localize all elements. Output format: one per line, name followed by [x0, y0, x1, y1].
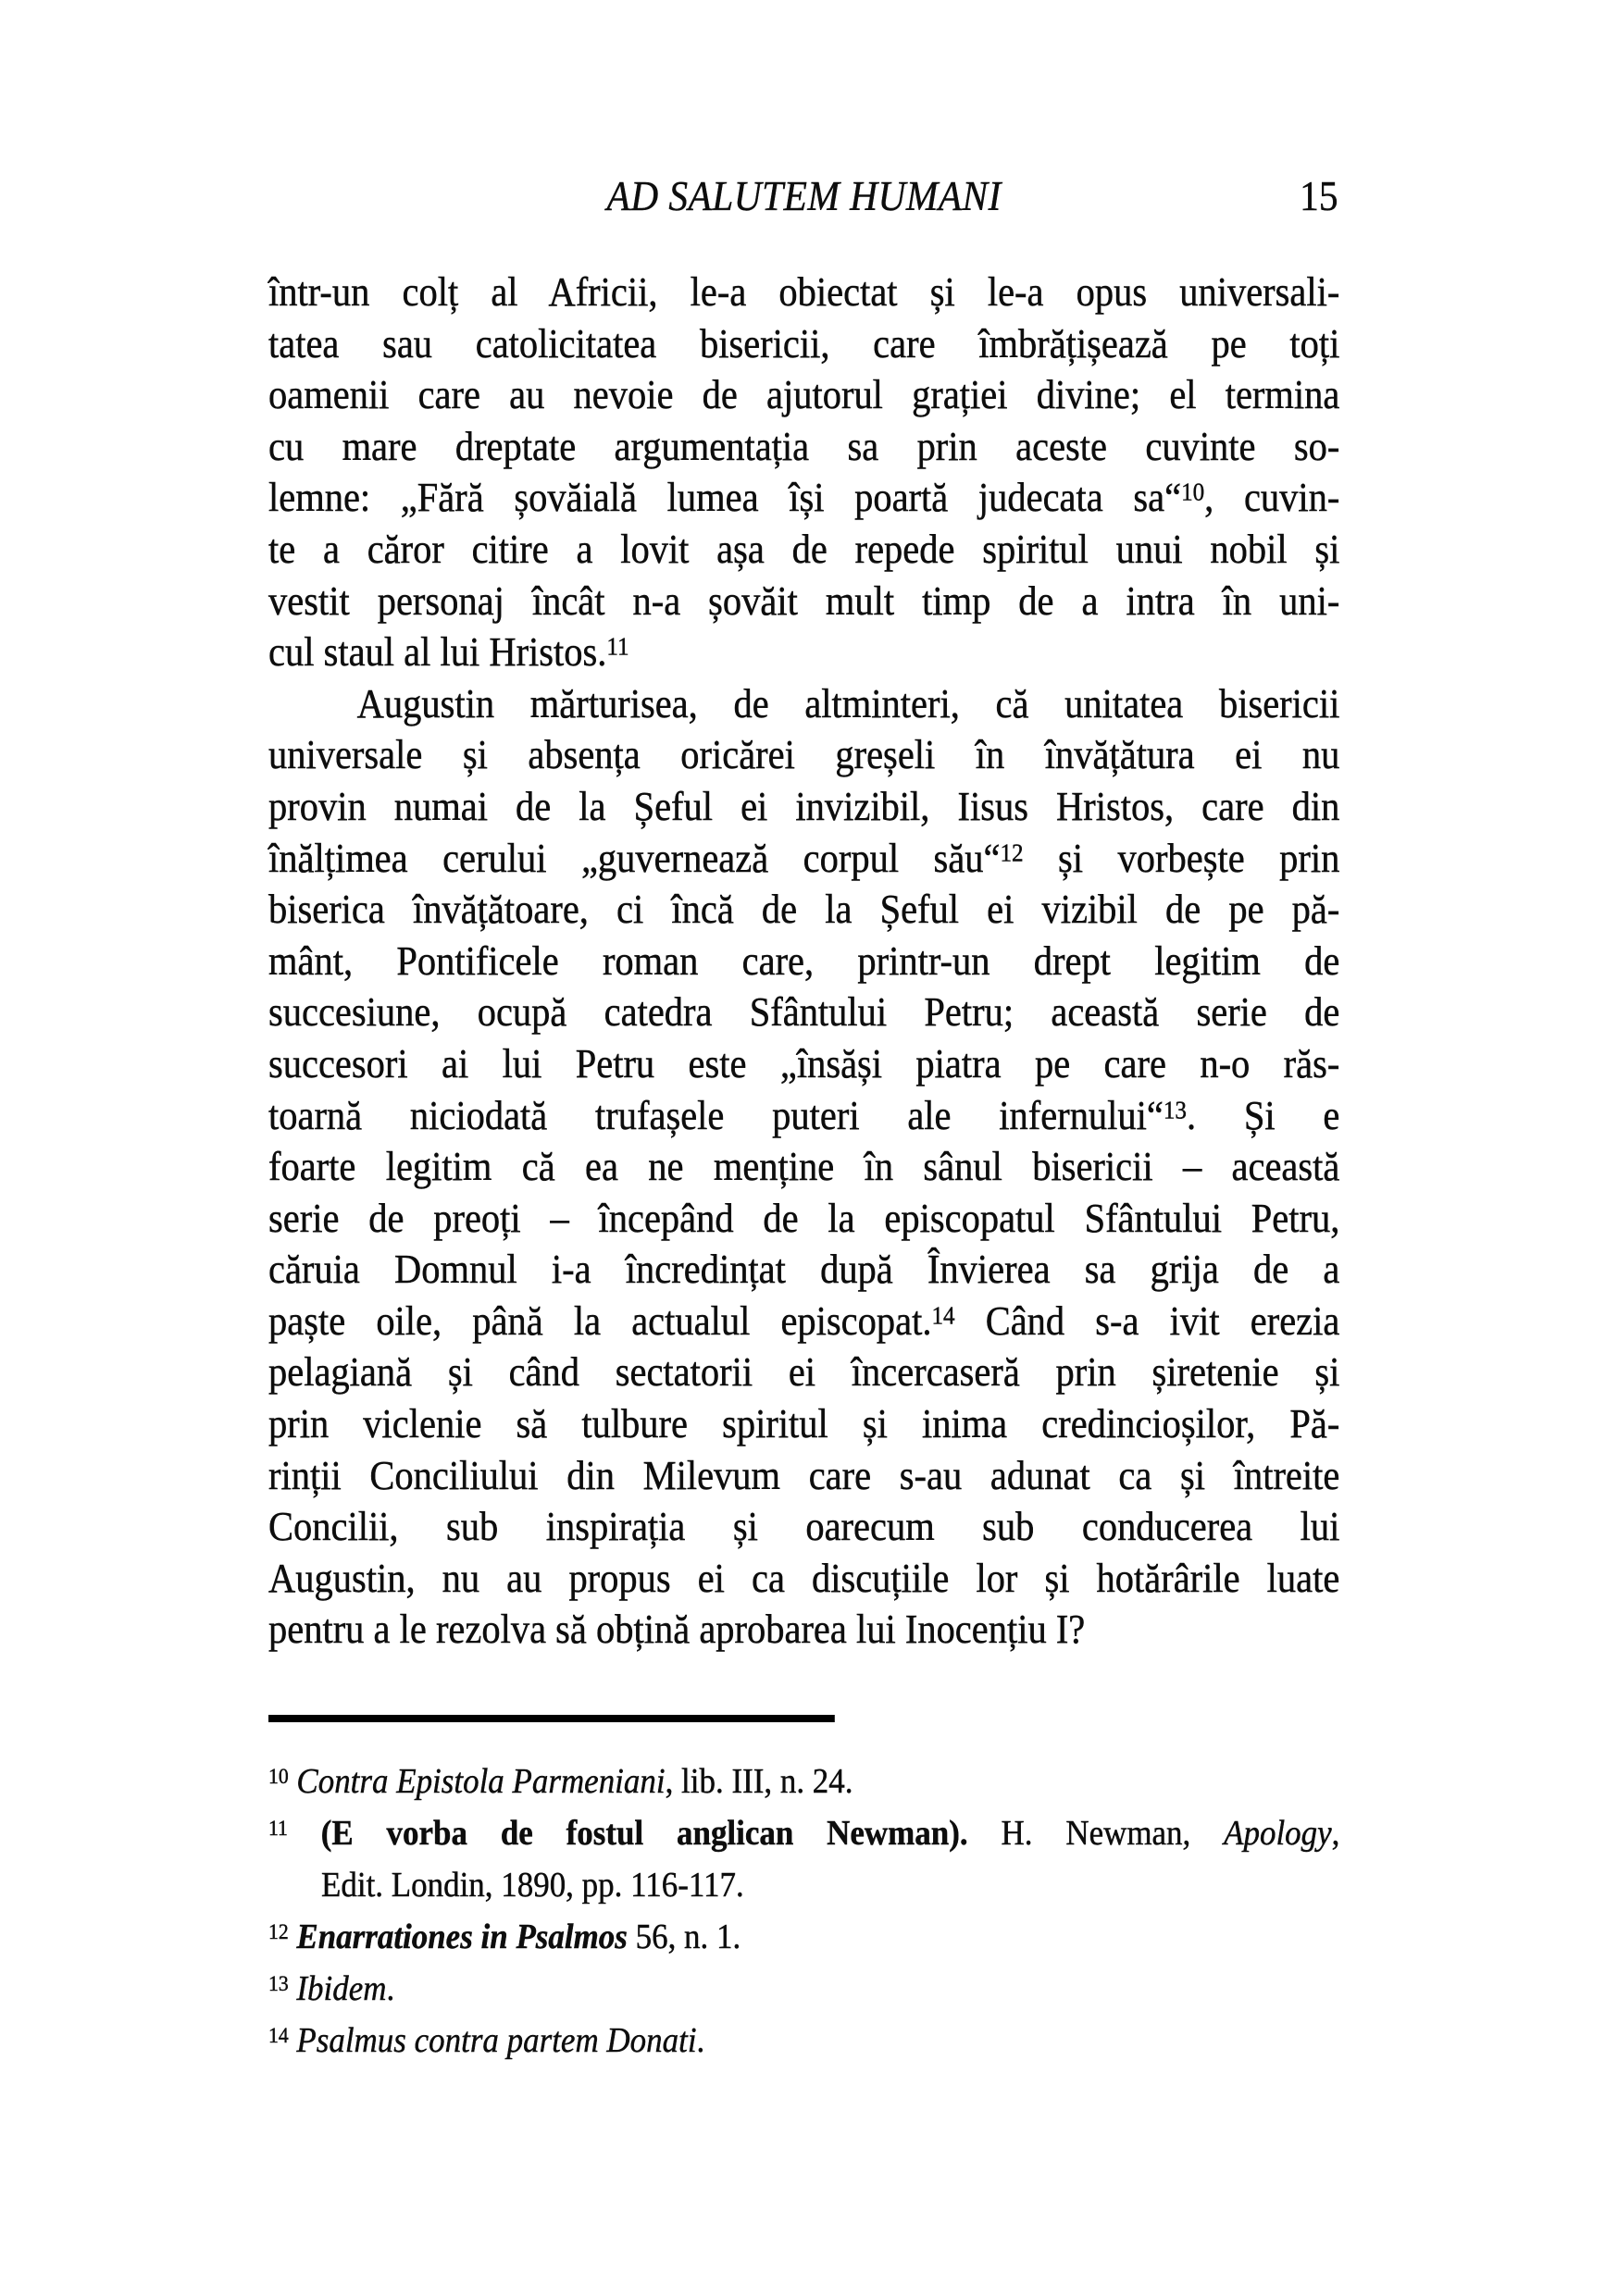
text-segment	[289, 1917, 297, 1956]
footnote-marker: 10	[268, 1765, 289, 1790]
text-segment: pelagiană și când sectatorii ei încercaseră prin șiretenie și	[268, 1349, 1340, 1396]
body-text	[268, 267, 1339, 1656]
text-segment: provin numai de la Șeful ei invizibil, Iisus Hristos, care din	[268, 783, 1340, 829]
text-segment: ,	[1331, 1814, 1340, 1854]
body-line	[268, 1296, 1339, 1347]
text-segment: mânt, Pontificele roman care, printr-un drept legitim de	[268, 937, 1340, 984]
text-segment: căruia Domnul i-a încredințat după Învierea sa grija de a	[268, 1247, 1340, 1293]
body-line	[268, 987, 1339, 1038]
text-segment: Psalmus contra partem Donati	[296, 2021, 697, 2061]
body-line	[268, 729, 1339, 781]
text-segment: Ibidem	[296, 1969, 387, 2009]
text-segment: lemne: „Fără șovăială lumea își poartă judecata sa“	[268, 475, 1182, 521]
text-segment: , cuvin-	[1204, 475, 1340, 521]
footnote-marker: 14	[268, 2024, 289, 2049]
text-segment: tatea sau catolicitatea bisericii, care îmbrățișează pe toți	[268, 320, 1340, 366]
text-segment: te a căror citire a lovit așa de repede spiritul unui nobil și	[268, 526, 1340, 572]
body-line	[268, 267, 1339, 318]
text-segment: prin viclenie să tulbure spiritul și inima credincioșilor, Pă-	[268, 1401, 1340, 1447]
text-segment: Augustin, nu au propus ei ca discuțiile lor și hotărârile luate	[268, 1555, 1340, 1601]
body-line	[268, 1090, 1339, 1142]
text-segment: cul staul al lui Hristos.	[268, 629, 607, 676]
body-line	[268, 1553, 1339, 1605]
text-segment: succesiune, ocupă catedra Sfântului Petru; această serie de	[268, 989, 1340, 1036]
body-line	[268, 833, 1339, 885]
text-segment: Edit. Londin, 1890, pp. 116-117.	[321, 1866, 744, 1905]
text-segment: pentru a le rezolva să obțină aprobarea lui Inocențiu I?	[268, 1607, 1086, 1653]
body-line	[268, 1244, 1339, 1296]
body-line	[268, 627, 1339, 678]
footnote-marker: 12	[1000, 838, 1024, 867]
text-segment: într-un colț al Africii, le-a obiectat și le-a opus universali-	[268, 269, 1340, 315]
text-segment: Concilii, sub inspirația și oarecum sub conducerea lui	[268, 1504, 1340, 1550]
text-segment: înălțimea cerului „guvernează corpul său“	[268, 835, 1001, 881]
body-line	[268, 1398, 1339, 1450]
text-segment	[289, 1762, 297, 1801]
footnote-separator	[268, 1715, 835, 1722]
footnote-line	[268, 1911, 1339, 1963]
footnote-marker: 12	[268, 1920, 289, 1945]
text-segment: Augustin mărturisea, de altminteri, că unitatea bisericii	[356, 680, 1340, 726]
body-line	[268, 1193, 1339, 1245]
page-number: 15	[1300, 173, 1338, 219]
text-segment: Când s-a ivit erezia	[954, 1297, 1340, 1344]
footnote-line	[268, 2015, 1339, 2066]
body-line	[268, 318, 1339, 370]
body-line	[268, 678, 1339, 730]
text-segment: H. Newman,	[967, 1814, 1225, 1854]
footnote-line	[268, 1963, 1339, 2015]
text-segment: și vorbește prin	[1023, 835, 1340, 881]
body-line	[268, 936, 1339, 987]
text-segment: Enarrationes in Psalmos	[296, 1917, 628, 1957]
text-column	[268, 172, 1339, 2066]
running-head-title: AD SALUTEM HUMANI	[606, 173, 1002, 219]
text-segment: universale și absența oricărei greșeli în învățătura ei nu	[268, 732, 1340, 778]
text-segment: succesori ai lui Petru este „însăși piatra pe care n-o răs-	[268, 1040, 1340, 1086]
footnote-marker: 10	[1181, 478, 1205, 506]
text-segment: Apology	[1224, 1814, 1332, 1854]
body-line	[268, 1450, 1339, 1502]
body-line	[268, 884, 1339, 936]
text-segment: serie de preoți – începând de la episcopatul Sfântului Petru,	[268, 1195, 1340, 1241]
text-segment: 56, n. 1.	[627, 1917, 741, 1957]
text-segment: rinții Conciliului din Milevum care s-au adunat ca și întreite	[268, 1452, 1340, 1498]
body-line	[268, 1604, 1339, 1656]
text-segment: vestit personaj încât n-a șovăit mult timp de a intra în uni-	[268, 577, 1340, 624]
running-head	[268, 172, 1339, 220]
text-segment	[288, 1814, 321, 1853]
footnote-marker: 14	[931, 1301, 955, 1330]
body-line	[268, 576, 1339, 627]
text-segment: toarnă niciodată trufașele puteri ale infernului“	[268, 1092, 1164, 1138]
footnote-marker: 11	[606, 632, 629, 661]
text-segment: paște oile, până la actualul episcopat.	[268, 1297, 932, 1344]
text-segment: .	[696, 2021, 705, 2061]
footnote-marker: 11	[268, 1817, 288, 1842]
text-segment: .	[386, 1969, 395, 2009]
body-line	[268, 1141, 1339, 1193]
footnote-marker: 13	[1163, 1096, 1187, 1124]
footnote-marker: 13	[268, 1972, 289, 1997]
body-line	[268, 524, 1339, 576]
footnote-line	[268, 1859, 1339, 1911]
text-segment: biserica învățătoare, ci încă de la Șeful ei vizibil de pe pă-	[268, 887, 1340, 933]
text-segment	[289, 1969, 297, 2008]
body-line	[268, 1501, 1339, 1553]
text-segment: (E vorba de fostul anglican Newman).	[320, 1814, 968, 1854]
text-segment: Contra Epistola Parmeniani	[296, 1762, 666, 1802]
body-line	[268, 781, 1339, 833]
text-segment: foarte legitim că ea ne menține în sânul bisericii – această	[268, 1144, 1340, 1190]
text-segment: oamenii care au nevoie de ajutorul grației divine; el termina	[268, 372, 1340, 418]
footnotes	[268, 1756, 1339, 2066]
text-segment: , lib. III, n. 24.	[665, 1762, 853, 1802]
body-line	[268, 369, 1339, 421]
footnote-line	[268, 1756, 1339, 1807]
text-segment: cu mare dreptate argumentația sa prin aceste cuvinte so-	[268, 423, 1340, 469]
body-line	[268, 1038, 1339, 1090]
text-segment: . Și e	[1186, 1092, 1340, 1138]
footnote-line	[268, 1807, 1339, 1859]
body-line	[268, 472, 1339, 524]
text-segment	[289, 2021, 297, 2060]
body-line	[268, 421, 1339, 473]
body-line	[268, 1347, 1339, 1398]
